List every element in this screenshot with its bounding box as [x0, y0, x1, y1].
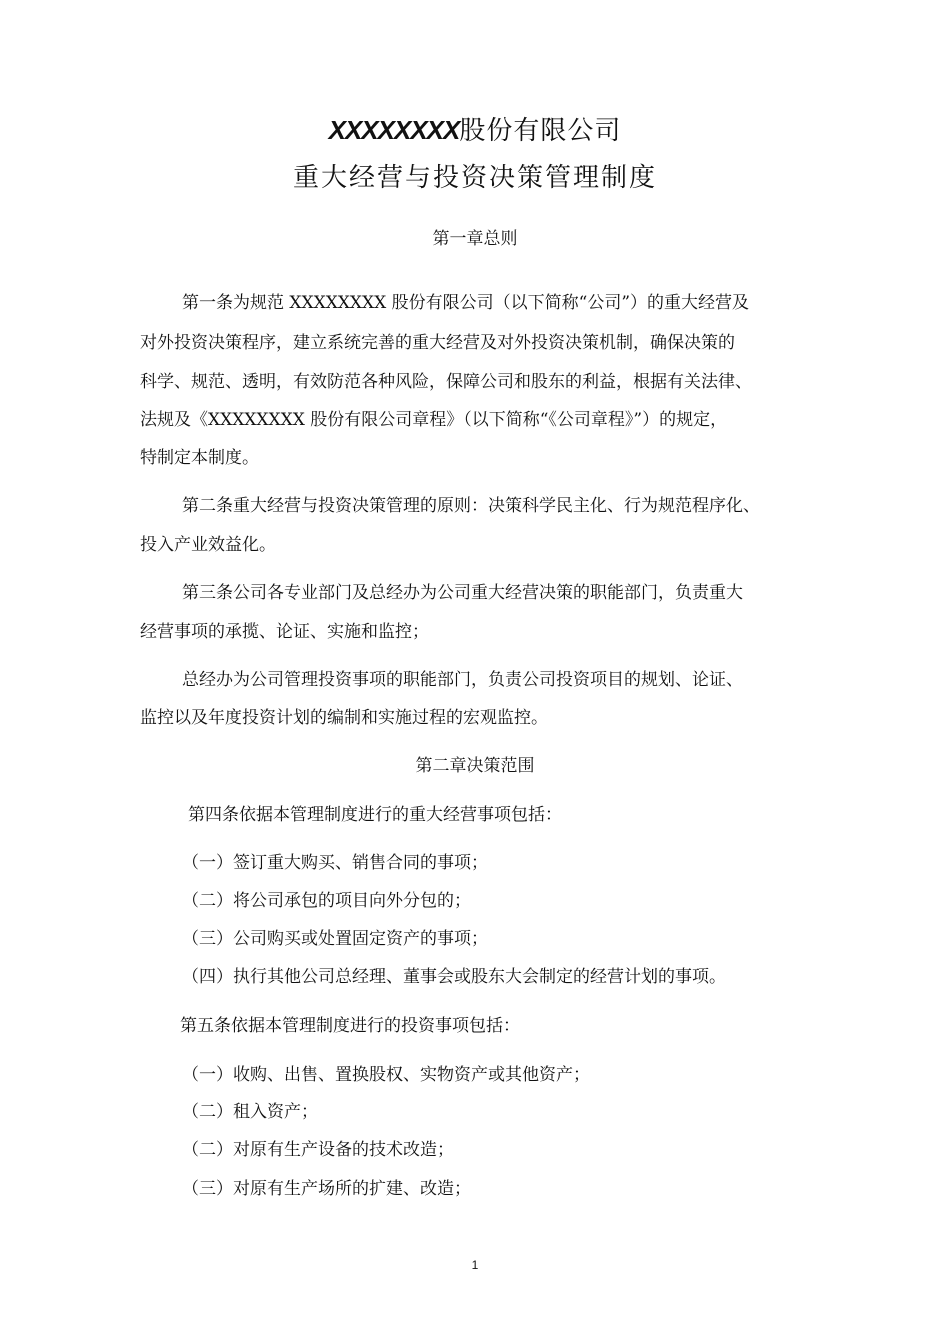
- document-title-main: 重大经营与投资决策管理制度: [292, 163, 657, 193]
- chapter-heading-1: 第一章总则: [432, 229, 518, 249]
- article-3b-line-1: 总经办为公司管理投资事项的职能部门，负责公司投资项目的规划、论证、: [182, 670, 743, 690]
- company-suffix: 股份有限公司: [459, 116, 622, 146]
- article-1-line-5: 特制定本制度。: [140, 448, 259, 468]
- chapter-heading-2: 第二章决策范围: [415, 756, 535, 776]
- article-5-heading: 第五条依据本管理制度进行的投资事项包括：: [180, 1016, 520, 1036]
- article-4-item-2: （二）将公司承包的项目向外分包的；: [182, 891, 471, 911]
- article-5-item-1: （一）收购、出售、置换股权、实物资产或其他资产；: [182, 1065, 590, 1085]
- article-2-line-2: 投入产业效益化。: [140, 535, 276, 555]
- article-4-heading: 第四条依据本管理制度进行的重大经营事项包括：: [188, 805, 562, 825]
- document-title-company: [0, 112, 950, 149]
- article-1-line-4: 法规及《XXXXXXXX 股份有限公司章程》（以下简称“《公司章程》”）的规定，: [140, 410, 728, 430]
- article-5-item-2: （二）租入资产；: [182, 1102, 318, 1122]
- article-1-line-2: 对外投资决策程序，建立系统完善的重大经营及对外投资决策机制，确保决策的: [140, 333, 735, 353]
- article-5-item-3: （二）对原有生产设备的技术改造；: [182, 1140, 454, 1160]
- article-5-item-4: （三）对原有生产场所的扩建、改造；: [182, 1179, 471, 1199]
- article-3-line-1: 第三条公司各专业部门及总经办为公司重大经营决策的职能部门，负责重大: [182, 583, 743, 603]
- page-number: 1: [471, 1258, 479, 1272]
- article-4-item-4: （四）执行其他公司总经理、董事会或股东大会制定的经营计划的事项。: [182, 967, 726, 987]
- article-4-item-3: （三）公司购买或处置固定资产的事项；: [182, 929, 488, 949]
- article-1-line-3: 科学、规范、透明，有效防范各种风险，保障公司和股东的利益，根据有关法律、: [140, 372, 752, 392]
- article-2-line-1: 第二条重大经营与投资决策管理的原则：决策科学民主化、行为规范程序化、: [182, 496, 760, 516]
- company-code: XXXXXXXX: [328, 115, 460, 145]
- article-3b-line-2: 监控以及年度投资计划的编制和实施过程的宏观监控。: [140, 708, 548, 728]
- article-3-line-2: 经营事项的承揽、论证、实施和监控；: [140, 622, 429, 642]
- article-4-item-1: （一）签订重大购买、销售合同的事项；: [182, 853, 488, 873]
- article-1-line-1: 第一条为规范 XXXXXXXX 股份有限公司（以下简称“公司”）的重大经营及: [182, 293, 750, 313]
